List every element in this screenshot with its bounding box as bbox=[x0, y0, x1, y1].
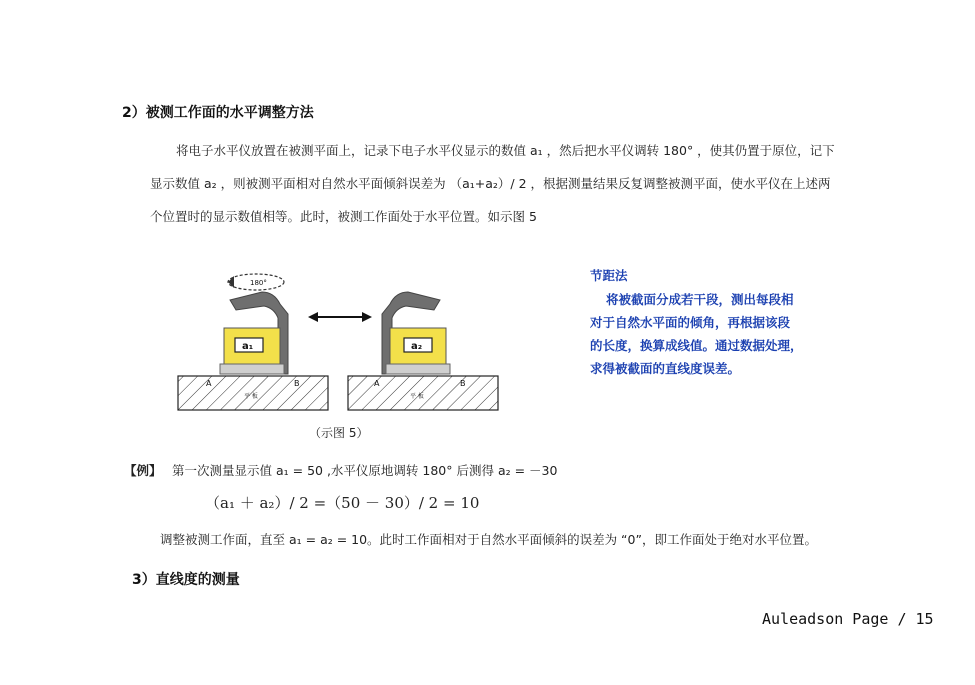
right-level-foot bbox=[386, 364, 450, 374]
right-label-a: A bbox=[374, 379, 380, 388]
left-display-label: a₁ bbox=[242, 341, 254, 352]
paragraph-line-3: 个位置时的显示数值相等。此时，被测工作面处于水平位置。如示图 5 bbox=[150, 209, 537, 224]
right-display-label: a₂ bbox=[411, 341, 423, 352]
level-diagram bbox=[170, 262, 510, 422]
page-footer: Auleadson Page / 15 bbox=[762, 610, 934, 628]
side-note-line-3: 的长度，换算成线值。通过数据处理， bbox=[590, 338, 803, 353]
example-tag: 【例】 bbox=[124, 463, 162, 478]
example-formula: （a₁ ＋ a₂）/ 2 =（50 － 30）/ 2 = 10 bbox=[205, 494, 480, 512]
right-label-b: B bbox=[460, 379, 466, 388]
left-base-label: 平 板 bbox=[244, 393, 258, 400]
left-label-a: A bbox=[206, 379, 212, 388]
side-note-line-4: 求得被截面的直线度误差。 bbox=[590, 361, 741, 376]
double-arrow-icon bbox=[308, 312, 372, 322]
paragraph-line-1: 将电子水平仪放置在被测平面上，记录下电子水平仪显示的数值 a₁ ，然后把水平仪调转 180° ，使其仍置于原位，记下 bbox=[176, 143, 835, 158]
example-line-3: 调整被测工作面，直至 a₁ = a₂ = 10。此时工作面相对于自然水平面倾斜的误差为 “0”，即工作面处于绝对水平位置。 bbox=[160, 532, 817, 547]
rotation-label: 180° bbox=[250, 279, 267, 287]
side-note-line-2: 对于自然水平面的倾角，再根据该段 bbox=[590, 315, 791, 330]
right-base-label: 平 板 bbox=[410, 393, 424, 400]
figure-caption: （示图 5） bbox=[309, 426, 369, 440]
left-level-foot bbox=[220, 364, 284, 374]
side-note-title: 节距法 bbox=[590, 268, 628, 283]
left-label-b: B bbox=[294, 379, 300, 388]
section-3-heading: 3）直线度的测量 bbox=[132, 572, 240, 588]
example-line-1: 第一次测量显示值 a₁ = 50 ,水平仪原地调转 180° 后测得 a₂ = －30 bbox=[172, 463, 558, 478]
section-2-heading: 2）被测工作面的水平调整方法 bbox=[122, 105, 314, 121]
paragraph-line-2: 显示数值 a₂ ，则被测平面相对自然水平面倾斜误差为 （a₁+a₂）/ 2 ，根据测量结果反复调整被测平面，使水平仪在上述两 bbox=[150, 176, 831, 191]
side-note-line-1: 将被截面分成若干段，测出每段相 bbox=[606, 292, 794, 307]
